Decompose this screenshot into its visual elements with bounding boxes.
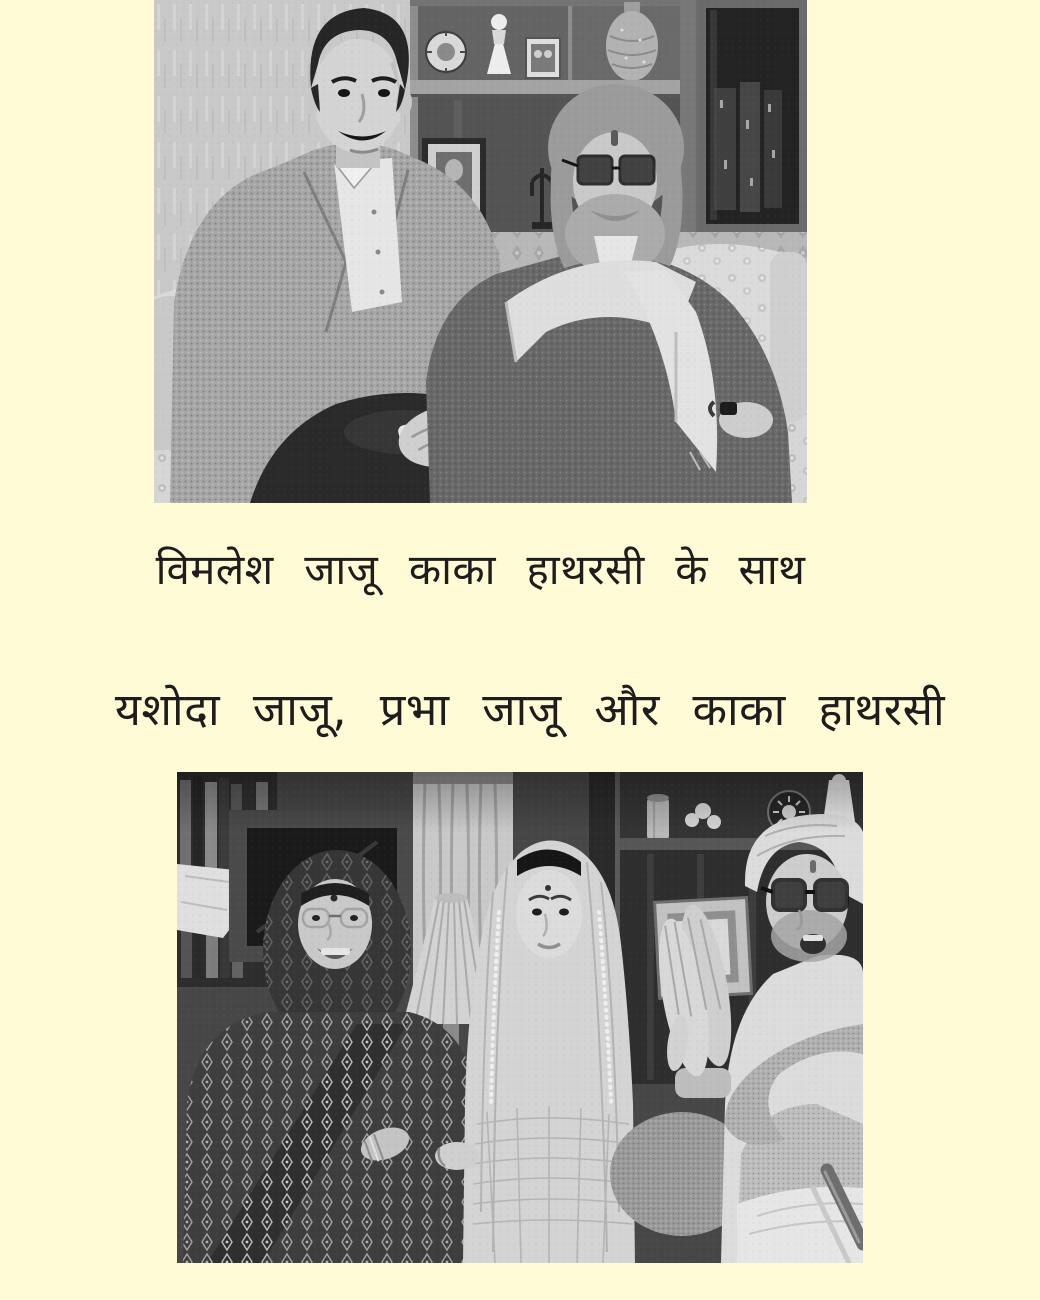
bottom-photo-illustration xyxy=(177,772,863,1263)
top-photo xyxy=(154,0,807,503)
bottom-photo xyxy=(177,772,863,1263)
top-photo-caption: विमलेश जाजू काका हाथरसी के साथ xyxy=(155,545,806,594)
bottom-photo-caption: यशोदा जाजू, प्रभा जाजू और काका हाथरसी xyxy=(114,683,946,736)
top-photo-illustration xyxy=(154,0,807,503)
